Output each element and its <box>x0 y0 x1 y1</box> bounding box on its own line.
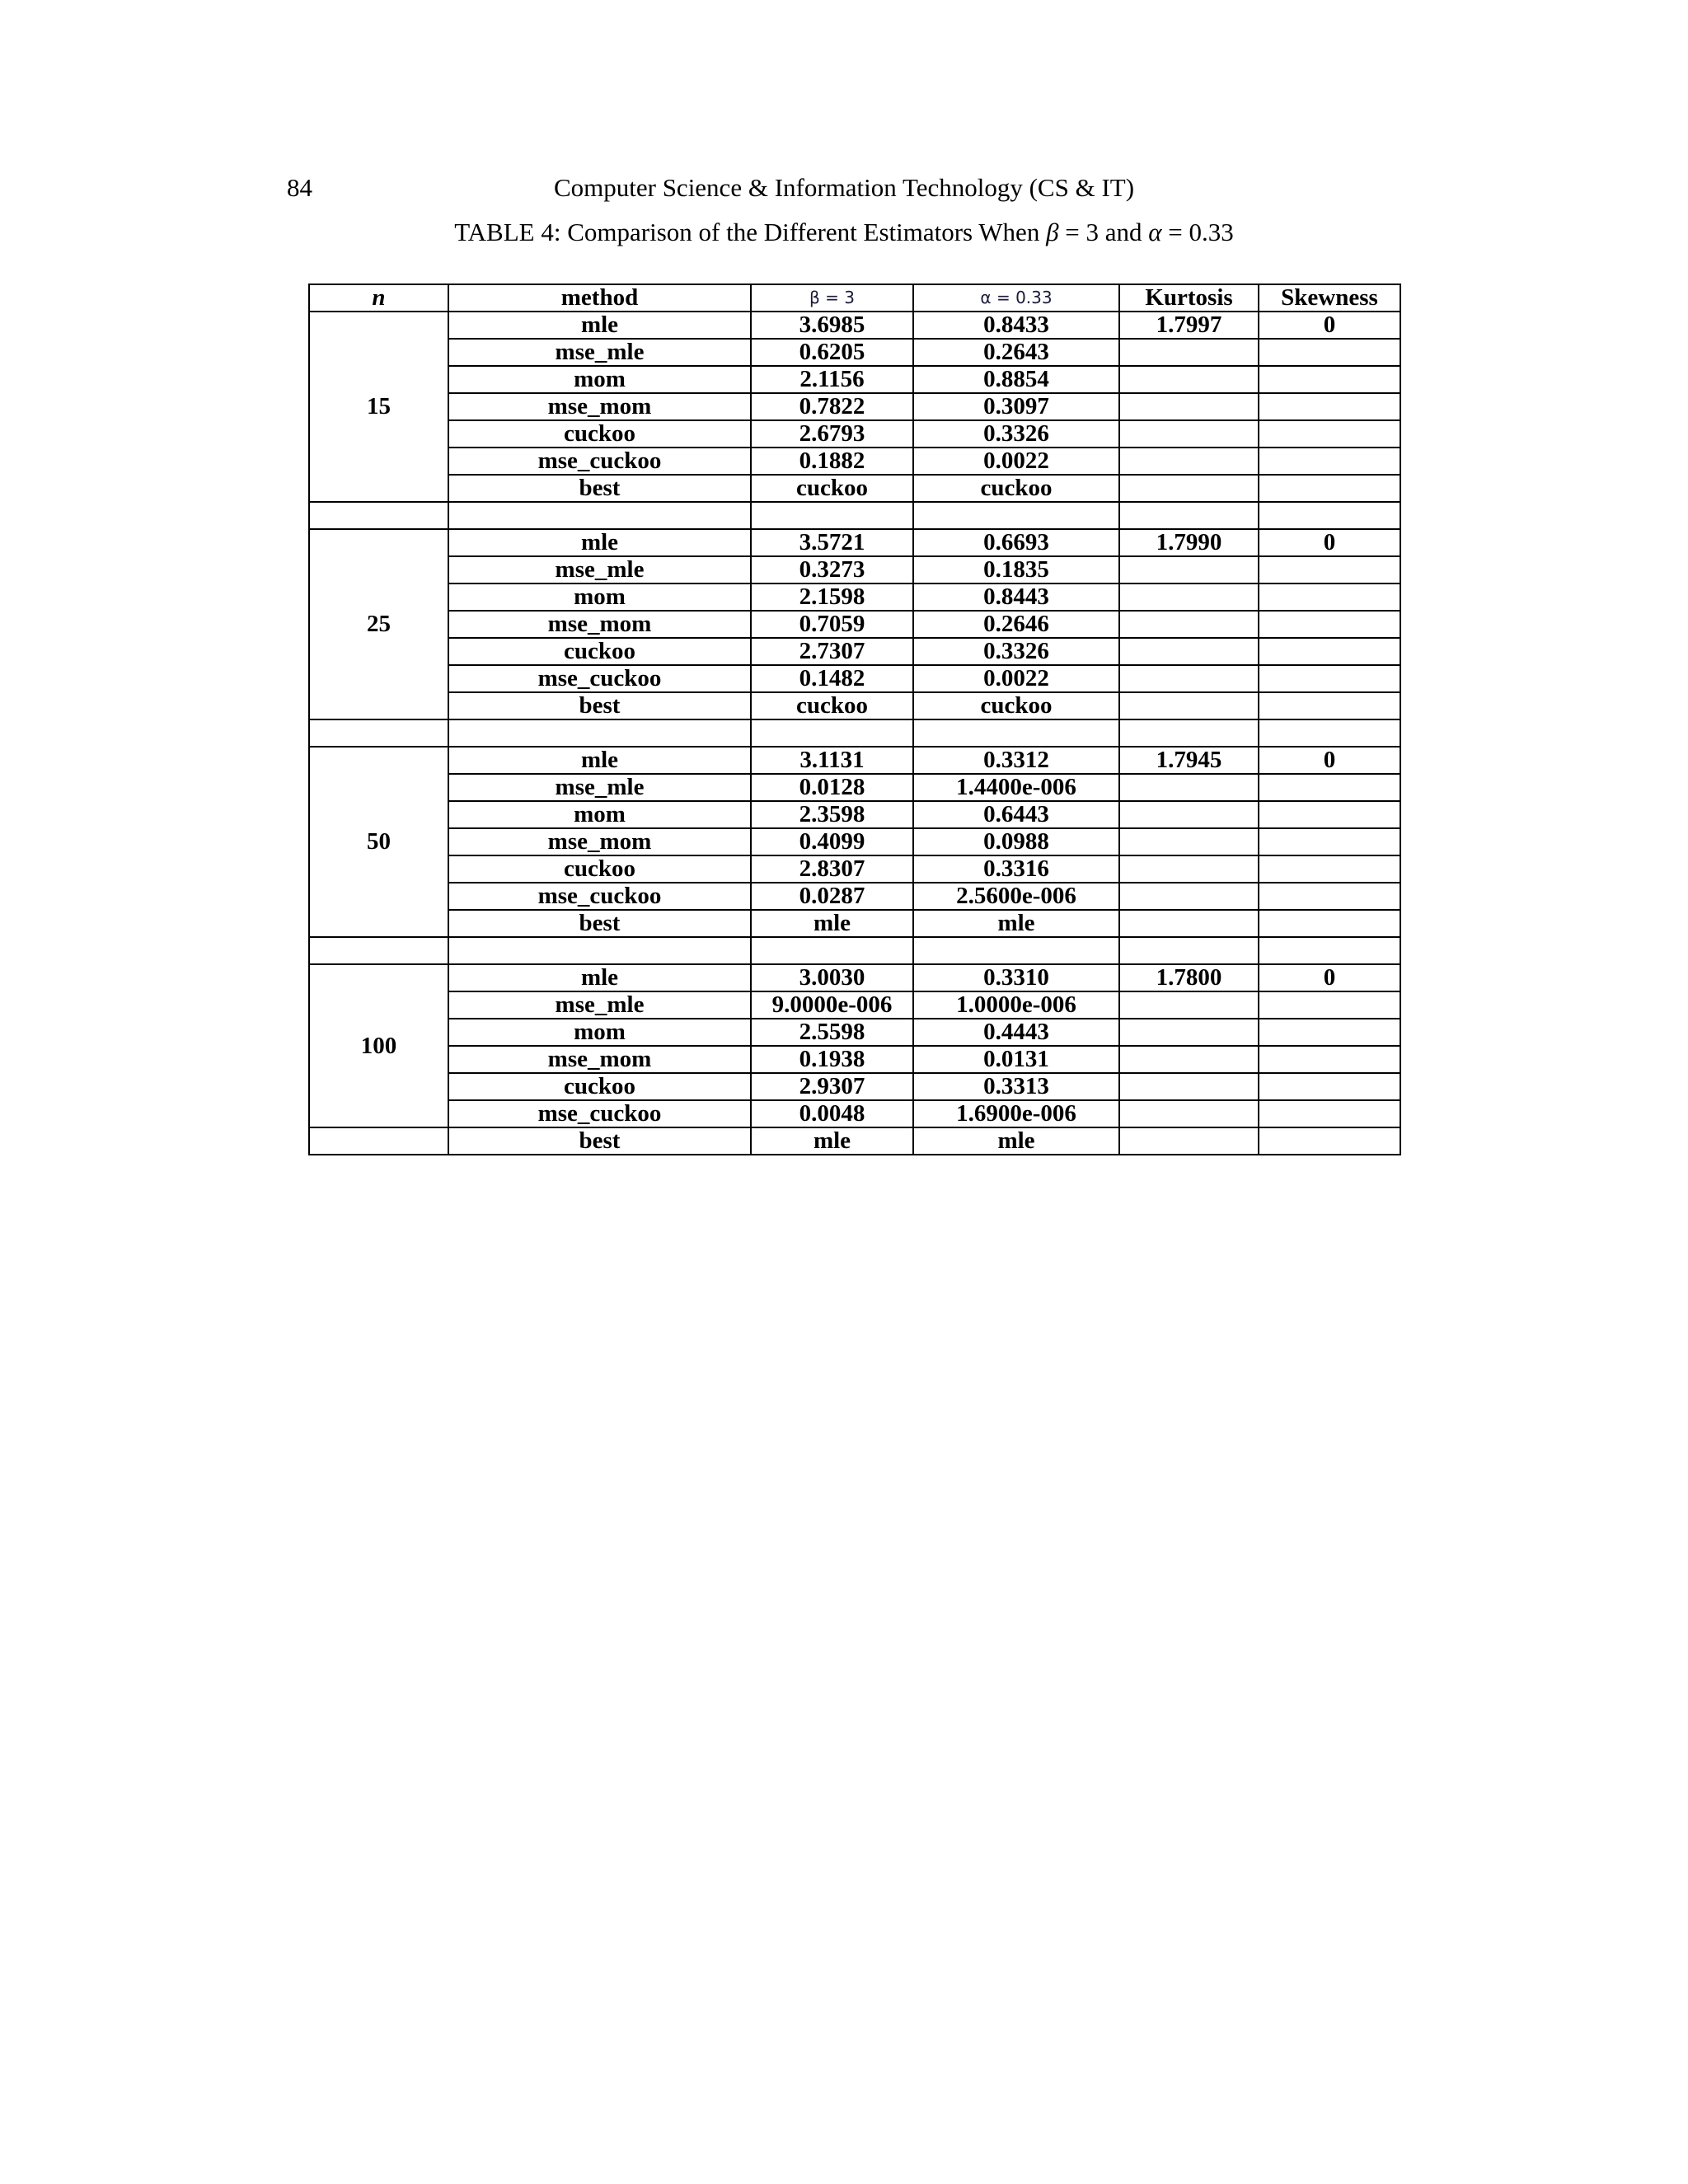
beta-cell: 9.0000e-006 <box>751 991 913 1019</box>
kurtosis-cell <box>1119 883 1259 910</box>
column-header-skewness: Skewness <box>1259 284 1400 312</box>
table-row <box>309 420 1400 448</box>
alpha-cell: 0.6443 <box>913 801 1119 828</box>
alpha-cell: 0.6693 <box>913 529 1119 556</box>
method-cell: mle <box>448 964 751 991</box>
table-row <box>309 638 1400 665</box>
table-row <box>309 964 1400 991</box>
skewness-cell <box>1259 1019 1400 1046</box>
method-cell: cuckoo <box>448 638 751 665</box>
beta-cell: 2.8307 <box>751 855 913 883</box>
kurtosis-cell <box>1119 583 1259 611</box>
skewness-cell: 0 <box>1259 529 1400 556</box>
kurtosis-cell <box>1119 393 1259 420</box>
alpha-cell: 0.3312 <box>913 747 1119 774</box>
skewness-cell <box>1259 883 1400 910</box>
skewness-cell: 0 <box>1259 964 1400 991</box>
beta-cell: 0.1482 <box>751 665 913 692</box>
comparison-table <box>308 284 1401 1155</box>
table-row <box>309 801 1400 828</box>
kurtosis-cell <box>1119 448 1259 475</box>
beta-cell: 0.0128 <box>751 774 913 801</box>
alpha-cell: mle <box>913 910 1119 937</box>
method-cell: best <box>448 475 751 502</box>
method-cell: mse_mle <box>448 991 751 1019</box>
method-cell: mle <box>448 747 751 774</box>
alpha-cell: 0.1835 <box>913 556 1119 583</box>
group-n-cell: 25 <box>309 529 448 719</box>
table-row <box>309 366 1400 393</box>
empty-cell <box>751 937 913 964</box>
alpha-cell: 0.2643 <box>913 339 1119 366</box>
skewness-cell <box>1259 583 1400 611</box>
beta-cell: 2.1598 <box>751 583 913 611</box>
table-row <box>309 1100 1400 1127</box>
beta-cell: 0.3273 <box>751 556 913 583</box>
table-caption <box>0 216 1688 249</box>
table-row <box>309 393 1400 420</box>
table-row <box>309 339 1400 366</box>
beta-cell: mle <box>751 910 913 937</box>
column-header-beta: β = 3 <box>751 284 913 312</box>
kurtosis-cell <box>1119 910 1259 937</box>
skewness-cell <box>1259 855 1400 883</box>
alpha-cell: 0.0988 <box>913 828 1119 855</box>
empty-n-cell <box>309 1127 448 1155</box>
column-header-alpha: α = 0.33 <box>913 284 1119 312</box>
column-header-n: n <box>309 284 448 312</box>
skewness-cell <box>1259 692 1400 719</box>
method-cell: mse_cuckoo <box>448 1100 751 1127</box>
alpha-cell: 1.6900e-006 <box>913 1100 1119 1127</box>
skewness-cell <box>1259 448 1400 475</box>
alpha-cell: 0.2646 <box>913 611 1119 638</box>
kurtosis-cell <box>1119 1073 1259 1100</box>
skewness-cell <box>1259 556 1400 583</box>
method-cell: mom <box>448 1019 751 1046</box>
method-cell: best <box>448 692 751 719</box>
skewness-cell <box>1259 1046 1400 1073</box>
kurtosis-cell <box>1119 692 1259 719</box>
skewness-cell <box>1259 393 1400 420</box>
skewness-cell <box>1259 638 1400 665</box>
skewness-cell <box>1259 611 1400 638</box>
beta-cell: 2.6793 <box>751 420 913 448</box>
kurtosis-cell <box>1119 366 1259 393</box>
method-cell: mse_mom <box>448 828 751 855</box>
kurtosis-cell <box>1119 665 1259 692</box>
table-row <box>309 883 1400 910</box>
alpha-cell: mle <box>913 1127 1119 1155</box>
table-row <box>309 991 1400 1019</box>
empty-cell <box>751 719 913 747</box>
skewness-cell <box>1259 1073 1400 1100</box>
empty-cell <box>1119 502 1259 529</box>
column-header-kurtosis: Kurtosis <box>1119 284 1259 312</box>
empty-cell <box>1259 719 1400 747</box>
empty-cell <box>1119 719 1259 747</box>
method-cell: cuckoo <box>448 1073 751 1100</box>
caption-prefix: TABLE 4: Comparison of the Different Estimators When <box>454 218 1047 246</box>
kurtosis-cell <box>1119 611 1259 638</box>
page-number: 84 <box>287 173 312 202</box>
alpha-cell: 0.3313 <box>913 1073 1119 1100</box>
alpha-cell: 0.0131 <box>913 1046 1119 1073</box>
table-header-row <box>309 284 1400 312</box>
kurtosis-cell <box>1119 638 1259 665</box>
caption-beta-symbol: β <box>1046 218 1059 246</box>
skewness-cell <box>1259 339 1400 366</box>
column-header-method: method <box>448 284 751 312</box>
method-cell: mom <box>448 583 751 611</box>
empty-cell <box>913 502 1119 529</box>
table-row <box>309 475 1400 502</box>
beta-cell: 2.9307 <box>751 1073 913 1100</box>
beta-cell: 0.6205 <box>751 339 913 366</box>
table-row <box>309 665 1400 692</box>
table-row <box>309 312 1400 339</box>
kurtosis-cell <box>1119 475 1259 502</box>
separator-row <box>309 502 1400 529</box>
alpha-cell: 0.3316 <box>913 855 1119 883</box>
beta-cell: 0.1882 <box>751 448 913 475</box>
beta-cell: 0.0048 <box>751 1100 913 1127</box>
caption-alpha-symbol: α <box>1148 218 1162 246</box>
table-row <box>309 529 1400 556</box>
empty-cell <box>1259 937 1400 964</box>
empty-cell <box>448 937 751 964</box>
beta-cell: 0.7822 <box>751 393 913 420</box>
empty-cell <box>1259 502 1400 529</box>
empty-cell <box>448 719 751 747</box>
table-row <box>309 1127 1400 1155</box>
kurtosis-cell <box>1119 420 1259 448</box>
kurtosis-cell <box>1119 339 1259 366</box>
skewness-cell <box>1259 801 1400 828</box>
beta-cell: 2.5598 <box>751 1019 913 1046</box>
table-row <box>309 1073 1400 1100</box>
kurtosis-cell <box>1119 1019 1259 1046</box>
table-row <box>309 828 1400 855</box>
kurtosis-cell <box>1119 991 1259 1019</box>
skewness-cell <box>1259 991 1400 1019</box>
method-cell: mse_mle <box>448 556 751 583</box>
beta-cell: 2.7307 <box>751 638 913 665</box>
empty-cell <box>309 502 448 529</box>
separator-row <box>309 719 1400 747</box>
skewness-cell <box>1259 366 1400 393</box>
method-cell: mse_cuckoo <box>448 448 751 475</box>
beta-cell: 3.1131 <box>751 747 913 774</box>
empty-cell <box>309 937 448 964</box>
method-cell: cuckoo <box>448 420 751 448</box>
table-row <box>309 774 1400 801</box>
table-row <box>309 910 1400 937</box>
method-cell: best <box>448 910 751 937</box>
alpha-cell: 0.8433 <box>913 312 1119 339</box>
method-cell: mle <box>448 529 751 556</box>
beta-cell: 2.3598 <box>751 801 913 828</box>
alpha-cell: 0.3326 <box>913 420 1119 448</box>
empty-cell <box>1119 937 1259 964</box>
caption-suffix: = 0.33 <box>1161 218 1234 246</box>
alpha-cell: 1.0000e-006 <box>913 991 1119 1019</box>
kurtosis-cell <box>1119 1100 1259 1127</box>
method-cell: mse_mom <box>448 1046 751 1073</box>
skewness-cell <box>1259 828 1400 855</box>
skewness-cell <box>1259 420 1400 448</box>
skewness-cell <box>1259 475 1400 502</box>
empty-cell <box>913 937 1119 964</box>
kurtosis-cell: 1.7945 <box>1119 747 1259 774</box>
group-n-cell: 15 <box>309 312 448 502</box>
beta-cell: cuckoo <box>751 475 913 502</box>
method-cell: mom <box>448 801 751 828</box>
separator-row <box>309 937 1400 964</box>
kurtosis-cell <box>1119 801 1259 828</box>
beta-cell: 3.6985 <box>751 312 913 339</box>
alpha-cell: 0.3310 <box>913 964 1119 991</box>
kurtosis-cell: 1.7800 <box>1119 964 1259 991</box>
table-row <box>309 1046 1400 1073</box>
beta-cell: cuckoo <box>751 692 913 719</box>
table-row <box>309 611 1400 638</box>
empty-cell <box>448 502 751 529</box>
kurtosis-cell <box>1119 1127 1259 1155</box>
kurtosis-cell <box>1119 855 1259 883</box>
table-row <box>309 448 1400 475</box>
method-cell: mle <box>448 312 751 339</box>
skewness-cell: 0 <box>1259 312 1400 339</box>
alpha-cell: cuckoo <box>913 475 1119 502</box>
caption-middle: = 3 and <box>1058 218 1149 246</box>
table-row <box>309 747 1400 774</box>
skewness-cell: 0 <box>1259 747 1400 774</box>
table-row <box>309 855 1400 883</box>
alpha-cell: cuckoo <box>913 692 1119 719</box>
method-cell: mse_cuckoo <box>448 883 751 910</box>
beta-cell: mle <box>751 1127 913 1155</box>
method-cell: cuckoo <box>448 855 751 883</box>
beta-cell: 3.0030 <box>751 964 913 991</box>
alpha-cell: 0.0022 <box>913 665 1119 692</box>
table-row <box>309 583 1400 611</box>
kurtosis-cell <box>1119 1046 1259 1073</box>
skewness-cell <box>1259 774 1400 801</box>
kurtosis-cell <box>1119 774 1259 801</box>
method-cell: mse_mle <box>448 339 751 366</box>
method-cell: mom <box>448 366 751 393</box>
group-n-cell: 100 <box>309 964 448 1127</box>
table-row <box>309 692 1400 719</box>
kurtosis-cell: 1.7990 <box>1119 529 1259 556</box>
empty-cell <box>913 719 1119 747</box>
kurtosis-cell <box>1119 828 1259 855</box>
skewness-cell <box>1259 1100 1400 1127</box>
alpha-cell: 0.3097 <box>913 393 1119 420</box>
alpha-cell: 2.5600e-006 <box>913 883 1119 910</box>
skewness-cell <box>1259 910 1400 937</box>
method-cell: mse_mom <box>448 611 751 638</box>
beta-cell: 0.7059 <box>751 611 913 638</box>
beta-cell: 2.1156 <box>751 366 913 393</box>
alpha-cell: 0.8854 <box>913 366 1119 393</box>
table-row <box>309 556 1400 583</box>
kurtosis-cell <box>1119 556 1259 583</box>
beta-cell: 0.0287 <box>751 883 913 910</box>
running-header: Computer Science & Information Technology (CS & IT) <box>553 173 1135 202</box>
table-body <box>309 312 1400 1155</box>
kurtosis-cell: 1.7997 <box>1119 312 1259 339</box>
alpha-cell: 0.8443 <box>913 583 1119 611</box>
method-cell: best <box>448 1127 751 1155</box>
group-n-cell: 50 <box>309 747 448 937</box>
empty-cell <box>751 502 913 529</box>
alpha-cell: 0.0022 <box>913 448 1119 475</box>
table-row <box>309 1019 1400 1046</box>
skewness-cell <box>1259 665 1400 692</box>
empty-cell <box>309 719 448 747</box>
alpha-cell: 0.4443 <box>913 1019 1119 1046</box>
alpha-cell: 1.4400e-006 <box>913 774 1119 801</box>
method-cell: mse_mom <box>448 393 751 420</box>
alpha-cell: 0.3326 <box>913 638 1119 665</box>
beta-cell: 0.4099 <box>751 828 913 855</box>
method-cell: mse_mle <box>448 774 751 801</box>
skewness-cell <box>1259 1127 1400 1155</box>
beta-cell: 0.1938 <box>751 1046 913 1073</box>
beta-cell: 3.5721 <box>751 529 913 556</box>
method-cell: mse_cuckoo <box>448 665 751 692</box>
